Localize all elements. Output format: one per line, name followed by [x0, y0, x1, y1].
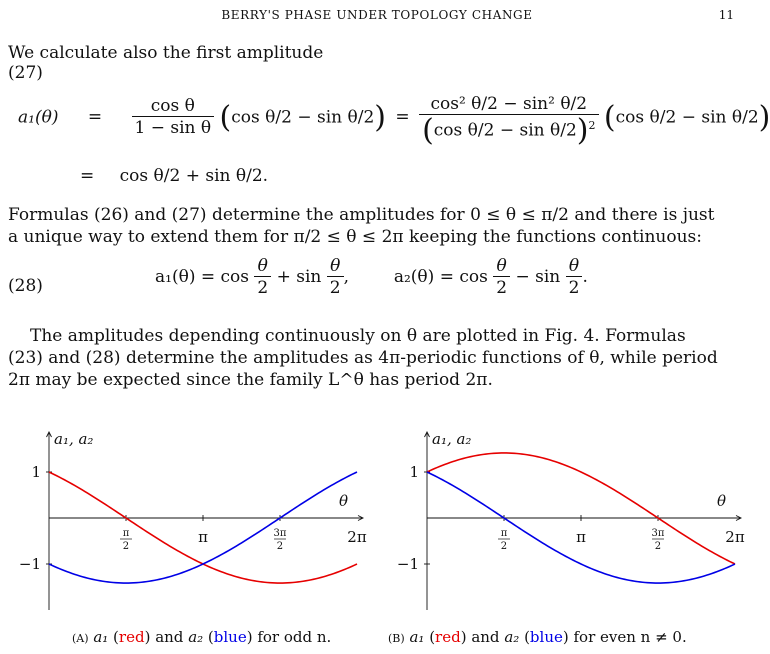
eq28-a1: a₁(θ) = cos — [155, 267, 249, 287]
y-tick-label-neg: −1 — [18, 555, 41, 573]
x-tick-label: 2π — [347, 528, 367, 546]
eq27-lhs: a₁(θ) — [18, 107, 59, 128]
x-tick-label-den: 2 — [654, 541, 662, 552]
eq28-a2: a₂(θ) = cos — [393, 267, 488, 287]
caption-a-blue: blue — [213, 628, 247, 646]
caption-a-red: red — [118, 628, 145, 646]
eq27-frac1-den: 1 − sin θ — [134, 118, 212, 139]
x-tick-label-num: 3π — [273, 528, 287, 539]
caption-b-blue: blue — [529, 628, 563, 646]
eq27-result: cos θ/2 + sin θ/2. — [119, 166, 269, 186]
eq28-frac-b-den: 2 — [329, 278, 341, 298]
para2-line2: (23) and (28) determine the amplitudes as 4π-periodic functions of θ, while period — [8, 348, 718, 368]
x-tick-label-num: π — [122, 528, 130, 539]
caption-b-tag: (B) — [388, 632, 405, 645]
y-axis-label: a₁, a₂ — [54, 430, 94, 448]
eq28-frac-c-num: θ — [493, 256, 510, 277]
para2-line1: The amplitudes depending continuously on θ are plotted in Fig. 4. Formulas — [30, 326, 686, 346]
caption-b-red: red — [435, 628, 461, 646]
eq28-frac-b-num: θ — [327, 256, 344, 277]
caption-b-a2: a₂ — [504, 628, 520, 646]
eq28-frac-a-num: θ — [254, 256, 271, 277]
eq28-number: (28) — [8, 276, 43, 296]
caption-a: (A) a₁ (red) and a₂ (blue) for odd n. — [72, 628, 332, 646]
para2-line3: 2π may be expected since the family L^θ has period 2π. — [8, 370, 493, 390]
x-tick-label-den: 2 — [276, 541, 284, 552]
eq27-equals: = — [87, 107, 103, 128]
caption-a-a1: a₁ — [93, 628, 109, 646]
eq27-frac1 — [132, 96, 215, 139]
page-number: 11 — [718, 8, 734, 22]
eq27-frac2-den: cos θ/2 − sin θ/2 — [433, 120, 577, 141]
x-axis-label: θ — [339, 492, 349, 510]
eq27-line1: a₁(θ) = $\frac{\text{cos θ}}{\text{1 − sin θ}}$ (cos θ/2 − sin θ/2) = $\frac{\text{cos² θ/2 − sin² θ/2}}{(\cos \theta/2 - \sin \theta/2)^2}$ (cos θ/2 − sin θ/2) — [18, 94, 770, 149]
figure-panel-a — [0, 418, 370, 618]
y-tick-label-neg: −1 — [396, 555, 419, 573]
y-tick-label-pos: 1 — [31, 463, 41, 481]
eq28-frac-a — [254, 256, 271, 299]
eq27-frac2-exp: 2 — [588, 119, 596, 132]
x-axis-label: θ — [717, 492, 727, 510]
eq28-frac-b — [327, 256, 344, 299]
eq28-frac-a-den: 2 — [257, 278, 269, 298]
para1-line1: Formulas (26) and (27) determine the amplitudes for 0 ≤ θ ≤ π/2 and there is just — [8, 205, 715, 225]
eq28-frac-d — [566, 256, 583, 299]
caption-a-tail: for odd n. — [257, 628, 332, 646]
x-tick-label-den: 2 — [500, 541, 508, 552]
x-tick-label: 2π — [725, 528, 745, 546]
caption-b-a1: a₁ — [409, 628, 425, 646]
eq28-frac-c — [493, 256, 510, 299]
eq27-equals-2: = — [80, 166, 95, 186]
eq28-body: a₁(θ) = cos $\frac{\theta}{2}$ + sin $\frac{\theta}{2}$ , a₂(θ) = cos $\frac{\theta}{2}$ − sin $\frac{\theta}{2}$ . — [155, 256, 588, 298]
y-tick-label-pos: 1 — [409, 463, 419, 481]
eq27-line2 — [80, 166, 268, 186]
eq27-factor1: cos θ/2 − sin θ/2 — [231, 107, 375, 128]
caption-b-and: and — [471, 628, 500, 646]
eq28-plus: + sin — [276, 267, 322, 287]
x-tick-label-num: π — [500, 528, 508, 539]
x-tick-label: π — [576, 528, 586, 546]
running-header — [0, 8, 754, 28]
eq27-factor2: cos θ/2 − sin θ/2 — [615, 107, 759, 128]
x-tick-label-den: 2 — [122, 541, 130, 552]
eq27-number: (27) — [8, 63, 43, 83]
caption-a-and: and — [155, 628, 184, 646]
x-tick-label: π — [198, 528, 208, 546]
eq28-frac-d-num: θ — [566, 256, 583, 277]
caption-b: (B) a₁ (red) and a₂ (blue) for even n ≠ 0. — [388, 628, 687, 646]
eq28-frac-d-den: 2 — [568, 278, 580, 298]
caption-a-tag: (A) — [72, 632, 89, 645]
caption-b-tail: for even n ≠ 0. — [573, 628, 687, 646]
eq27-frac2-num: cos² θ/2 − sin² θ/2 — [419, 94, 598, 115]
eq27-frac2: $\frac{\text{cos² θ/2 − sin² θ/2}}{(\cos \theta/2 - \sin \theta/2)^2}$ — [419, 94, 598, 142]
y-axis-label: a₁, a₂ — [432, 430, 472, 448]
eq28-frac-c-den: 2 — [496, 278, 508, 298]
x-tick-label-num: 3π — [651, 528, 665, 539]
para1-line2: a unique way to extend them for π/2 ≤ θ ≤ 2π keeping the functions continuous: — [8, 227, 702, 247]
series-line-a1 — [427, 453, 735, 564]
running-title: BERRY'S PHASE UNDER TOPOLOGY CHANGE — [221, 8, 533, 22]
eq27-frac1-num: cos θ — [132, 96, 215, 117]
figure-panel-b — [378, 418, 748, 618]
intro-text: We calculate also the first amplitude — [8, 43, 324, 63]
caption-a-a2: a₂ — [188, 628, 204, 646]
eq28-minus: − sin — [515, 267, 561, 287]
